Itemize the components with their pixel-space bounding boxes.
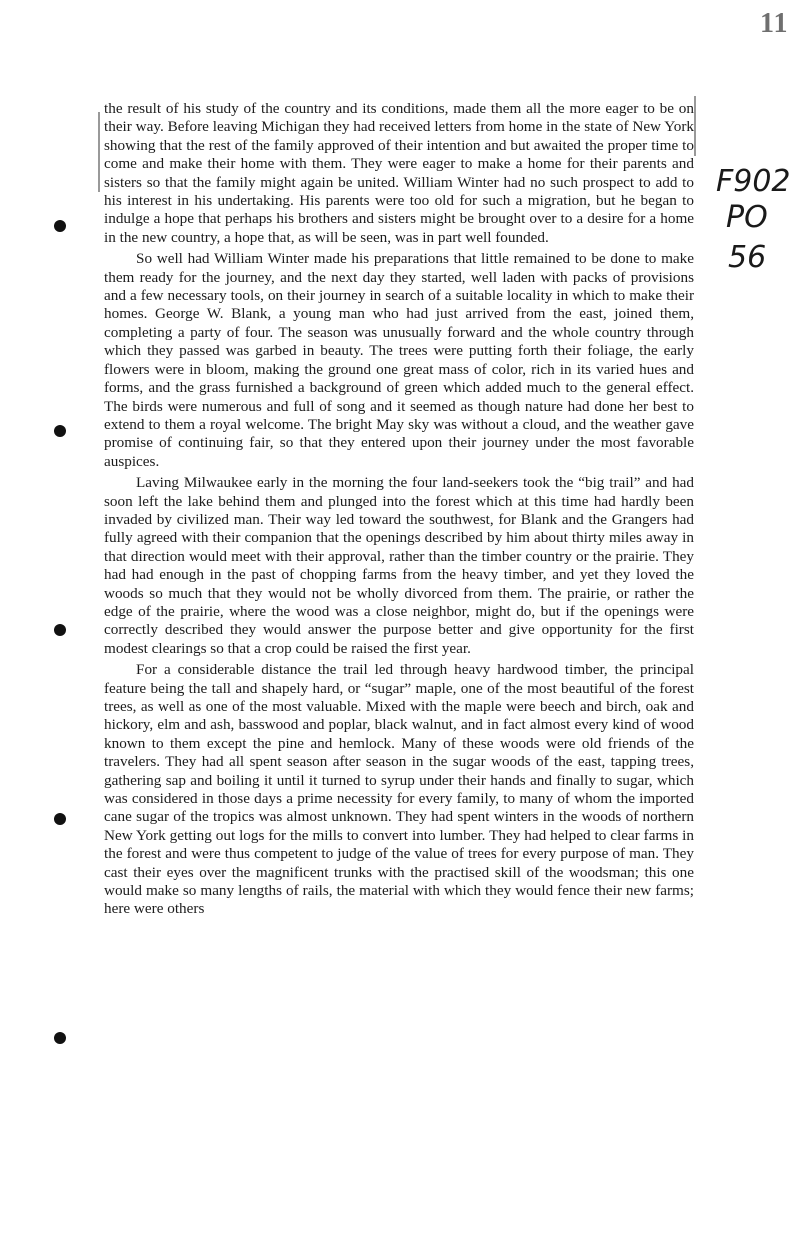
margin-note-line-1: F902 bbox=[716, 164, 791, 199]
punch-hole bbox=[54, 813, 66, 825]
body-text bbox=[104, 100, 694, 922]
left-edge-mark bbox=[98, 112, 100, 192]
punch-hole bbox=[54, 220, 66, 232]
punch-hole bbox=[54, 425, 66, 437]
margin-note-line-3: 56 bbox=[728, 240, 767, 275]
punch-hole bbox=[54, 1032, 66, 1044]
paragraph: For a considerable distance the trail led through heavy hardwood timber, the principal feature being the tall and shapely hard, or “sugar” maple, one of the most beautiful of the forest trees, as well as one of the most valuable. Mixed with the maple were beech and birch, oak and hickory, elm and ash, basswood and poplar, black walnut, and in fact almost every kind of wood known to them except the pine and hemlock. Many of these woods were old friends of the travelers. They had all spent season after season in the sugar woods of the east, tapping trees, gathering sap and boiling it until it turned to syrup under their hands and finally to sugar, which was considered in those days a prime necessity for every family, to many of whom the imported cane sugar of the tropics was almost unknown. They had spent winters in the woods of northern New York getting out logs for the mills to convert into lumber. They had helped to clear farms in the forest and were thus competent to judge of the value of trees for every purpose of man. They cast their eyes over the magnificent trunks with the practised skill of the woodsman; this one would make so many lengths of rails, the material with which they would fence their new farms; here were others bbox=[104, 661, 694, 918]
punch-hole bbox=[54, 624, 66, 636]
paragraph: the result of his study of the country and its conditions, made them all the more eager to be on their way. Before leaving Michigan they had received letters from home in the state of New York showing that the rest of the family approved of their intention and but awaited the proper time to come and make their home with them. They were eager to make a home for their parents and sisters so that the family might again be united. William Winter had no such prospect to add to his interest in his undertaking. His parents were too old for such a migration, but he began to indulge a hope that perhaps his brothers and sisters might be brought over to a desire for a home in the new country, a hope that, as will be seen, was in part well founded. bbox=[104, 100, 694, 246]
paragraph: So well had William Winter made his preparations that little remained to be done to make them ready for the journey, and the next day they started, well laden with packs of provisions and a few necessary tools, on their journey in search of a suitable locality in which to make their homes. George W. Blank, a young man who had just arrived from the east, joined them, completing a party of four. The season was unusually forward and the whole country through which they passed was garbed in beauty. The trees were putting forth their foliage, the early flowers were in bloom, making the ground one great mass of color, rich in its varied hues and forms, and the grass furnished a background of green which added much to the general effect. The birds were numerous and full of song and it seemed as though nature had done her best to extend to them a royal welcome. The bright May sky was without a cloud, and the weather gave promise of continuing fair, so that they entered upon their journey under the most favorable auspices. bbox=[104, 250, 694, 470]
paragraph: Laving Milwaukee early in the morning the four land-seekers took the “big trail” and had soon left the lake behind them and plunged into the forest which at this time had hardly been invaded by civilized man. Their way led toward the southwest, for Blank and the Grangers had fully agreed with their companion that the openings described by him about thirty miles away in that direction would meet with their approval, rather than the timber country or the prairie. They had had enough in the past of chopping farms from the heavy timber, and yet they loved the woods so much that they would not be wholly divorced from them. The prairie, or rather the edge of the prairie, where the wood was a close neighbor, might do, but if the openings were correctly described they would answer the purpose better and give opportunity for the first modest clearings so that a crop could be raised the first year. bbox=[104, 474, 694, 657]
page-number: 11 bbox=[760, 8, 789, 39]
right-edge-mark bbox=[694, 96, 696, 156]
margin-note-line-2: PO bbox=[726, 200, 768, 235]
